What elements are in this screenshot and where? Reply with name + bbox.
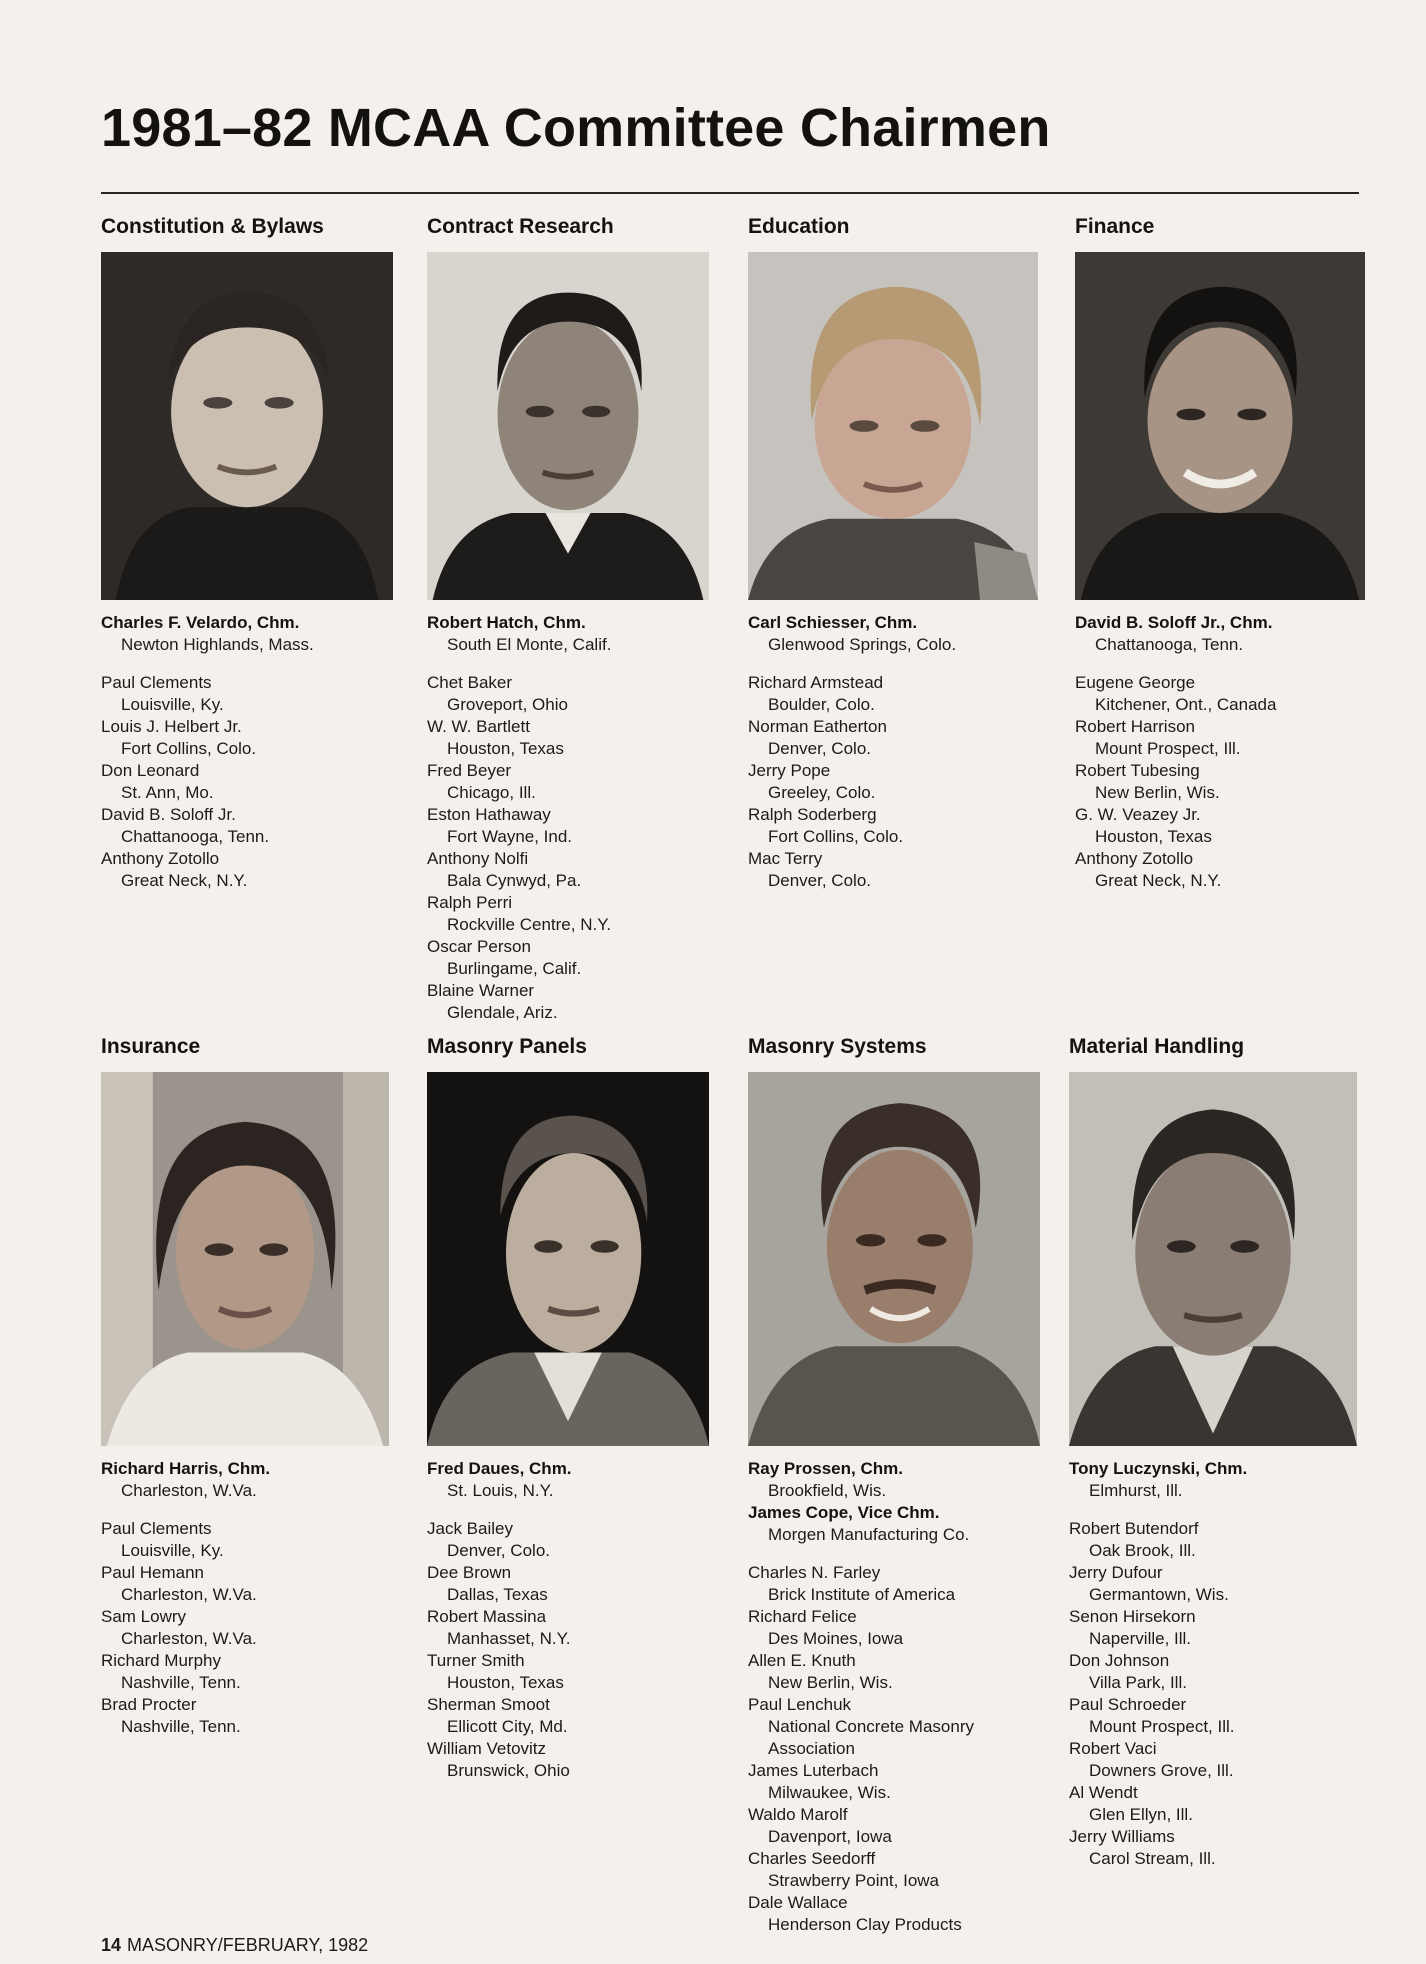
vice-chair-location: Morgen Manufacturing Co. [768,1525,970,1544]
member-location: Downers Grove, Ill. [1089,1761,1234,1780]
chairman-name: David B. Soloff Jr., Chm. [1075,613,1273,632]
chairman-name: Fred Daues, Chm. [427,1459,572,1478]
member [427,716,709,760]
member [1069,1694,1357,1738]
member-name: Turner Smith [427,1651,525,1670]
member-location: Carol Stream, Ill. [1089,1849,1216,1868]
member [748,1760,1040,1804]
member-name: Anthony Nolfi [427,849,529,868]
chairman-photo [748,252,1038,600]
member-name: Robert Massina [427,1607,547,1626]
page-footer [101,1934,368,1956]
member [101,1606,389,1650]
member-location: Greeley, Colo. [768,783,876,802]
member-location: Ellicott City, Md. [447,1717,568,1736]
member-location: Charleston, W.Va. [121,1585,257,1604]
member-location: Louisville, Ky. [121,1541,224,1560]
member-name: Eugene George [1075,673,1196,692]
chairman-photo [1069,1072,1357,1446]
member-location: Great Neck, N.Y. [1095,871,1222,890]
member [748,1892,1040,1936]
chairman-name: Ray Prossen, Chm. [748,1459,903,1478]
member-location: Houston, Texas [447,739,564,758]
member [1069,1650,1357,1694]
member [748,1650,1040,1694]
committee-title: Masonry Panels [427,1035,587,1058]
chairman-name: Robert Hatch, Chm. [427,613,586,632]
committee-title: Constitution & Bylaws [101,215,324,238]
member-name: Don Leonard [101,761,200,780]
member-name: Anthony Zotollo [101,849,220,868]
member-name: Blaine Warner [427,981,535,1000]
member-location: Great Neck, N.Y. [121,871,248,890]
chairman-name: Richard Harris, Chm. [101,1459,271,1478]
member-name: Robert Butendorf [1069,1519,1199,1538]
page-title: 1981–82 MCAA Committee Chairmen [101,98,1051,158]
member [427,1738,709,1782]
member-location: Boulder, Colo. [768,695,875,714]
member [1069,1738,1357,1782]
chairman-photo [427,1072,709,1446]
member-location: Louisville, Ky. [121,695,224,714]
member-location: Denver, Colo. [768,871,871,890]
chairman-location: Glenwood Springs, Colo. [768,635,957,654]
member-location: Oak Brook, Ill. [1089,1541,1196,1560]
chairman-name: Charles F. Velardo, Chm. [101,613,300,632]
member-location: Manhasset, N.Y. [447,1629,571,1648]
member [101,1694,389,1738]
member-location: Chattanooga, Tenn. [121,827,270,846]
member [101,1518,389,1562]
member-location: Strawberry Point, Iowa [768,1871,940,1890]
member-name: Paul Schroeder [1069,1695,1187,1714]
member-name: Don Johnson [1069,1651,1170,1670]
member-location: Houston, Texas [1095,827,1212,846]
chairman-photo [101,252,393,600]
member-location: Charleston, W.Va. [121,1629,257,1648]
member-location: Denver, Colo. [768,739,871,758]
member-name: Ralph Soderberg [748,805,877,824]
member-name: Dee Brown [427,1563,512,1582]
member-name: Paul Clements [101,1519,212,1538]
member [101,1562,389,1606]
member-location: Mount Prospect, Ill. [1089,1717,1235,1736]
member [748,848,1038,892]
member-name: William Vetovitz [427,1739,547,1758]
member-name: Anthony Zotollo [1075,849,1194,868]
member-location: Davenport, Iowa [768,1827,892,1846]
member-location: Burlingame, Calif. [447,959,582,978]
member-name: Jack Bailey [427,1519,513,1538]
member-location: Groveport, Ohio [447,695,568,714]
member [427,936,709,980]
chairman-location: St. Louis, N.Y. [447,1481,554,1500]
member-location: Henderson Clay Products [768,1915,962,1934]
member-name: Al Wendt [1069,1783,1138,1802]
member-name: Richard Murphy [101,1651,221,1670]
member-name: Jerry Williams [1069,1827,1175,1846]
committee-contract-research [427,214,709,1024]
member [427,848,709,892]
committee-masonry-systems [748,1034,1040,1936]
chairman-location: Elmhurst, Ill. [1089,1481,1183,1500]
member-name: Richard Felice [748,1607,857,1626]
chairman-photo [1075,252,1365,600]
member-location: Fort Wayne, Ind. [447,827,573,846]
member-location: Kitchener, Ont., Canada [1095,695,1277,714]
committee-title: Masonry Systems [748,1035,927,1058]
member-location: Glen Ellyn, Ill. [1089,1805,1193,1824]
chairman-location: Brookfield, Wis. [768,1481,887,1500]
member-location: Bala Cynwyd, Pa. [447,871,582,890]
member-location: Denver, Colo. [447,1541,550,1560]
committee-title: Contract Research [427,215,614,238]
member-location: Dallas, Texas [447,1585,548,1604]
member-name: Norman Eatherton [748,717,887,736]
chairman-location: Charleston, W.Va. [121,1481,257,1500]
member [1069,1826,1357,1870]
member-name: Oscar Person [427,937,531,956]
member [427,760,709,804]
member [1075,760,1365,804]
member [427,804,709,848]
committee-finance [1075,214,1365,892]
member-name: Eston Hathaway [427,805,551,824]
member-location: Brunswick, Ohio [447,1761,570,1780]
chairman-photo [748,1072,1040,1446]
member [101,716,393,760]
member-name: Dale Wallace [748,1893,848,1912]
member-location: St. Ann, Mo. [121,783,214,802]
member-name: David B. Soloff Jr. [101,805,236,824]
member [748,804,1038,848]
member-name: Ralph Perri [427,893,513,912]
member-name: Sherman Smoot [427,1695,550,1714]
title-divider [101,192,1359,194]
member [748,1606,1040,1650]
chairman-name: Tony Luczynski, Chm. [1069,1459,1248,1478]
member [427,1650,709,1694]
committee-material-handling [1069,1034,1357,1870]
committee-masonry-panels [427,1034,709,1782]
publication-line: MASONRY/FEBRUARY, 1982 [127,1935,369,1955]
member [748,1804,1040,1848]
member-location: Milwaukee, Wis. [768,1783,891,1802]
member-name: Senon Hirsekorn [1069,1607,1196,1626]
member [748,1562,1040,1606]
member [1075,672,1365,716]
member-location: Glendale, Ariz. [447,1003,558,1022]
member-name: Brad Procter [101,1695,197,1714]
chairman-photo [101,1072,389,1446]
committee-title: Finance [1075,215,1155,238]
chairman-photo [427,252,709,600]
member-location: National Concrete Masonry Association [768,1717,974,1758]
member [748,760,1038,804]
committee-education [748,214,1038,892]
vice-chair [748,1502,1040,1546]
member-location: Mount Prospect, Ill. [1095,739,1241,758]
member-location: Naperville, Ill. [1089,1629,1192,1648]
member [101,804,393,848]
member-name: Jerry Pope [748,761,831,780]
member-name: Charles N. Farley [748,1563,881,1582]
member-name: Mac Terry [748,849,823,868]
member-name: Richard Armstead [748,673,884,692]
committee-constitution-bylaws [101,214,393,892]
member [427,980,709,1024]
member-location: Brick Institute of America [768,1585,956,1604]
member [1069,1606,1357,1650]
member-name: Louis J. Helbert Jr. [101,717,242,736]
member-name: Charles Seedorff [748,1849,876,1868]
member [748,1848,1040,1892]
member-name: Robert Vaci [1069,1739,1157,1758]
chairman-name: Carl Schiesser, Chm. [748,613,918,632]
member [101,760,393,804]
member [427,1518,709,1562]
member-location: New Berlin, Wis. [768,1673,893,1692]
member-location: Fort Collins, Colo. [768,827,904,846]
committee-title: Education [748,215,850,238]
member-name: Allen E. Knuth [748,1651,856,1670]
member-location: Nashville, Tenn. [121,1673,241,1692]
member [101,1650,389,1694]
member-name: Paul Lenchuk [748,1695,852,1714]
member [1075,804,1365,848]
member-location: Villa Park, Ill. [1089,1673,1187,1692]
member [427,1606,709,1650]
committee-title: Insurance [101,1035,201,1058]
member [101,672,393,716]
member [1069,1562,1357,1606]
member [1069,1782,1357,1826]
member [427,1562,709,1606]
chairman-location: South El Monte, Calif. [447,635,612,654]
member-location: Houston, Texas [447,1673,564,1692]
member-name: Robert Harrison [1075,717,1195,736]
member-name: W. W. Bartlett [427,717,530,736]
member [748,716,1038,760]
member-location: Rockville Centre, N.Y. [447,915,612,934]
chairman-location: Newton Highlands, Mass. [121,635,314,654]
member-name: Paul Hemann [101,1563,205,1582]
committee-title: Material Handling [1069,1035,1245,1058]
member-name: Fred Beyer [427,761,512,780]
page-number: 14 [101,1935,122,1955]
member [1069,1518,1357,1562]
member-name: Paul Clements [101,673,212,692]
member [427,1694,709,1738]
committee-insurance [101,1034,389,1738]
member-name: Sam Lowry [101,1607,187,1626]
member-location: Des Moines, Iowa [768,1629,904,1648]
member-location: Germantown, Wis. [1089,1585,1229,1604]
member-location: New Berlin, Wis. [1095,783,1220,802]
member [427,892,709,936]
member-name: Robert Tubesing [1075,761,1200,780]
member [427,672,709,716]
member [101,848,393,892]
member-name: Waldo Marolf [748,1805,848,1824]
member [748,672,1038,716]
member-name: G. W. Veazey Jr. [1075,805,1201,824]
vice-chair-name: James Cope, Vice Chm. [748,1503,940,1522]
chairman-location: Chattanooga, Tenn. [1095,635,1244,654]
member-name: James Luterbach [748,1761,879,1780]
member [748,1694,1040,1760]
member-location: Nashville, Tenn. [121,1717,241,1736]
member [1075,848,1365,892]
member [1075,716,1365,760]
member-location: Chicago, Ill. [447,783,536,802]
member-name: Chet Baker [427,673,513,692]
member-location: Fort Collins, Colo. [121,739,257,758]
member-name: Jerry Dufour [1069,1563,1163,1582]
